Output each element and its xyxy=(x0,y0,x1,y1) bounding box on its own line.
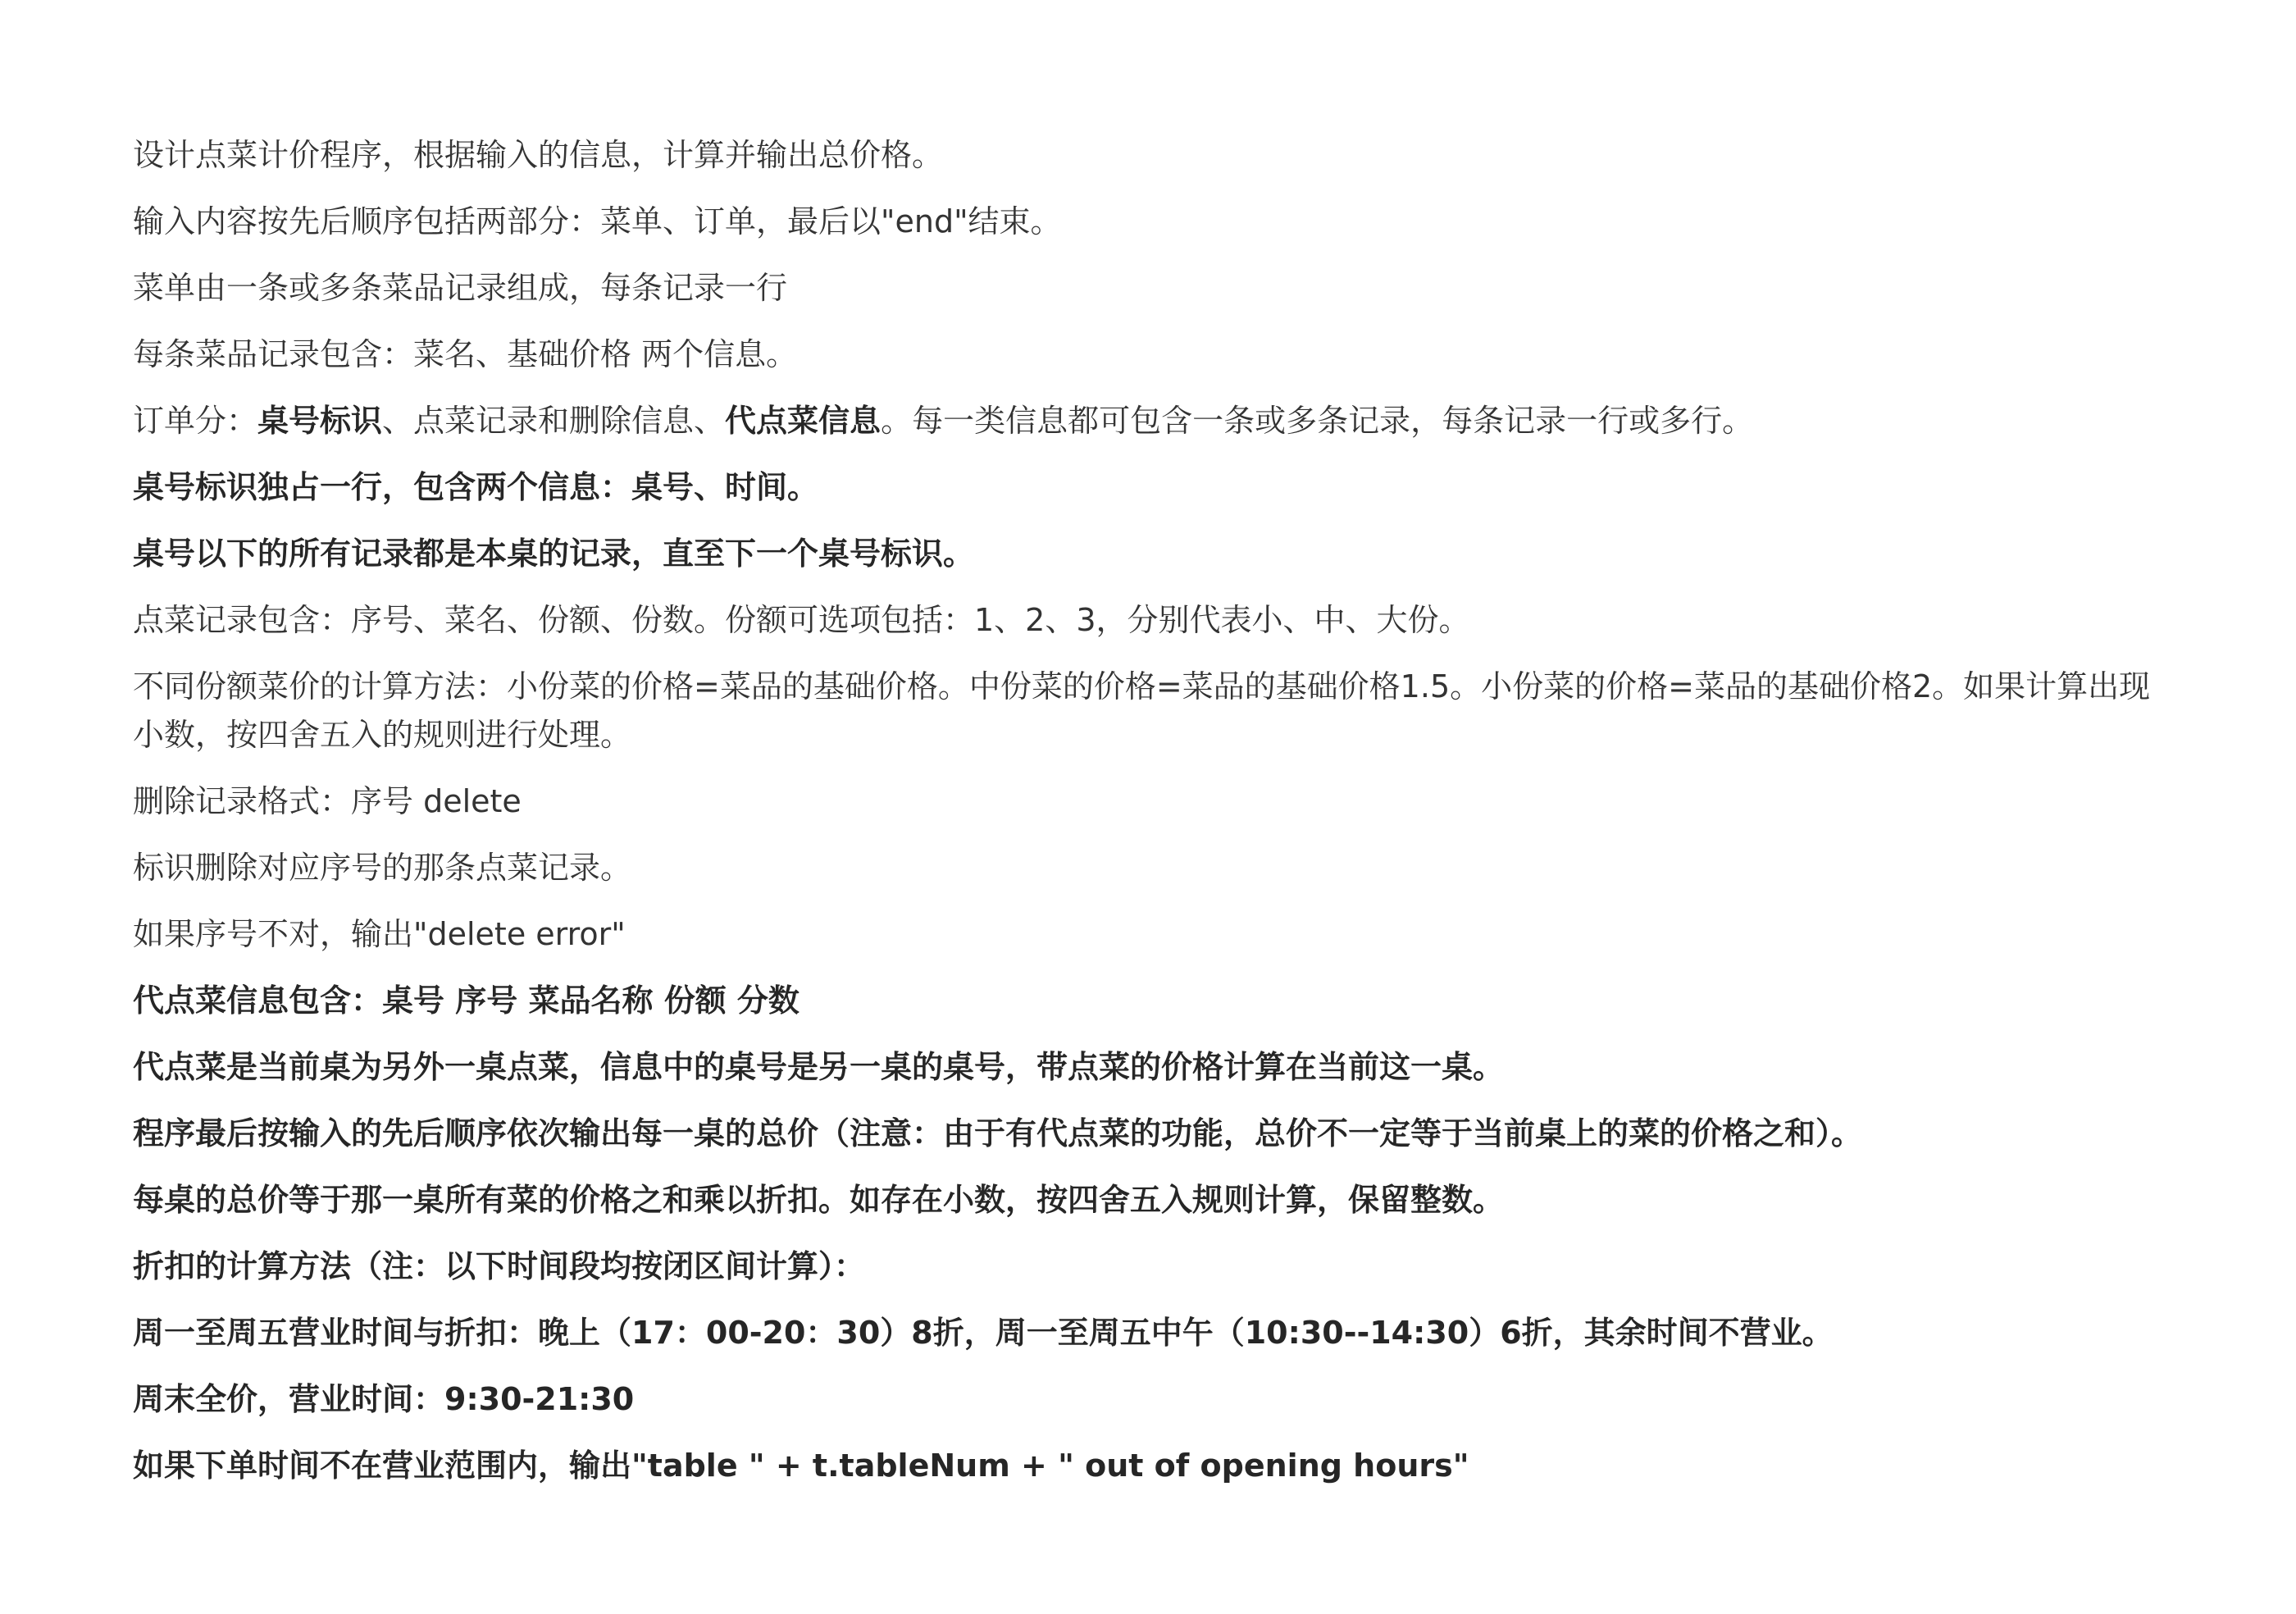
text-segment: 、点菜记录和删除信息、 xyxy=(382,403,726,439)
text-segment: 点菜记录包含：序号、菜名、份额、份数。份额可选项包括：1、2、3，分别代表小、中、大份。 xyxy=(133,602,1470,638)
text-segment: 输入内容按先后顺序包括两部分：菜单、订单，最后以"end"结束。 xyxy=(133,203,1062,239)
bold-text-segment: 桌号标识 xyxy=(257,403,383,439)
paragraph-input-structure xyxy=(133,198,2170,246)
bold-text-segment: 周一至周五营业时间与折扣：晚上（17：00-20：30）8折，周一至周五中午（10:30--14:30）6折，其余时间不营业。 xyxy=(133,1315,1834,1351)
bold-text-segment: 折扣的计算方法（注：以下时间段均按闭区间计算）： xyxy=(133,1248,866,1284)
bold-text-segment: 如果下单时间不在营业范围内，输出"table " + t.tableNum + " out of opening hours" xyxy=(133,1448,1469,1484)
text-segment: 不同份额菜价的计算方法：小份菜的价格=菜品的基础价格。中份菜的价格=菜品的基础价格1.5。小份菜的价格=菜品的基础价格2。如果计算出现小数，按四舍五入的规则进行处理。 xyxy=(133,668,2151,753)
document-body xyxy=(133,131,2170,1490)
paragraph-menu-record xyxy=(133,331,2170,379)
paragraph-table-records xyxy=(133,530,2170,578)
text-segment: 菜单由一条或多条菜品记录组成，每条记录一行 xyxy=(133,270,788,306)
bold-text-segment: 每桌的总价等于那一桌所有菜的价格之和乘以折扣。如存在小数，按四舍五入规则计算，保留整数。 xyxy=(133,1182,1505,1218)
paragraph-order-record xyxy=(133,596,2170,645)
paragraph-proxy-order-format xyxy=(133,977,2170,1025)
paragraph-delete-error xyxy=(133,910,2170,959)
paragraph-intro xyxy=(133,131,2170,180)
paragraph-table-id xyxy=(133,463,2170,512)
text-segment: 设计点菜计价程序，根据输入的信息，计算并输出总价格。 xyxy=(133,137,944,173)
text-segment: 。每一类信息都可包含一条或多条记录，每条记录一行或多行。 xyxy=(881,403,1754,439)
paragraph-delete-format xyxy=(133,777,2170,826)
paragraph-weekend-hours xyxy=(133,1375,2170,1424)
paragraph-output-totals xyxy=(133,1110,2170,1158)
paragraph-discount-method xyxy=(133,1242,2170,1291)
text-segment: 订单分： xyxy=(133,403,258,439)
bold-text-segment: 桌号标识独占一行，包含两个信息：桌号、时间。 xyxy=(133,469,819,505)
bold-text-segment: 周末全价，营业时间：9:30-21:30 xyxy=(133,1381,635,1417)
bold-text-segment: 桌号以下的所有记录都是本桌的记录，直至下一个桌号标识。 xyxy=(133,536,975,572)
bold-text-segment: 代点菜是当前桌为另外一桌点菜，信息中的桌号是另一桌的桌号，带点菜的价格计算在当前这一桌。 xyxy=(133,1049,1505,1085)
text-segment: 每条菜品记录包含：菜名、基础价格 两个信息。 xyxy=(133,336,798,372)
paragraph-out-of-hours xyxy=(133,1442,2170,1490)
bold-text-segment: 代点菜信息 xyxy=(725,403,882,439)
text-segment: 标识删除对应序号的那条点菜记录。 xyxy=(133,850,632,886)
paragraph-proxy-order-meaning xyxy=(133,1043,2170,1092)
paragraph-menu xyxy=(133,264,2170,312)
paragraph-total-discount xyxy=(133,1176,2170,1224)
bold-text-segment: 代点菜信息包含：桌号 序号 菜品名称 份额 分数 xyxy=(133,983,800,1019)
text-segment: 如果序号不对，输出"delete error" xyxy=(133,916,626,952)
bold-text-segment: 程序最后按输入的先后顺序依次输出每一桌的总价（注意：由于有代点菜的功能，总价不一定等于当前桌上的菜的价格之和）。 xyxy=(133,1115,1863,1151)
paragraph-delete-meaning xyxy=(133,844,2170,892)
text-segment: 删除记录格式：序号 delete xyxy=(133,783,522,819)
paragraph-price-rules xyxy=(133,663,2170,759)
paragraph-order-parts xyxy=(133,397,2170,445)
paragraph-weekday-hours xyxy=(133,1309,2170,1357)
